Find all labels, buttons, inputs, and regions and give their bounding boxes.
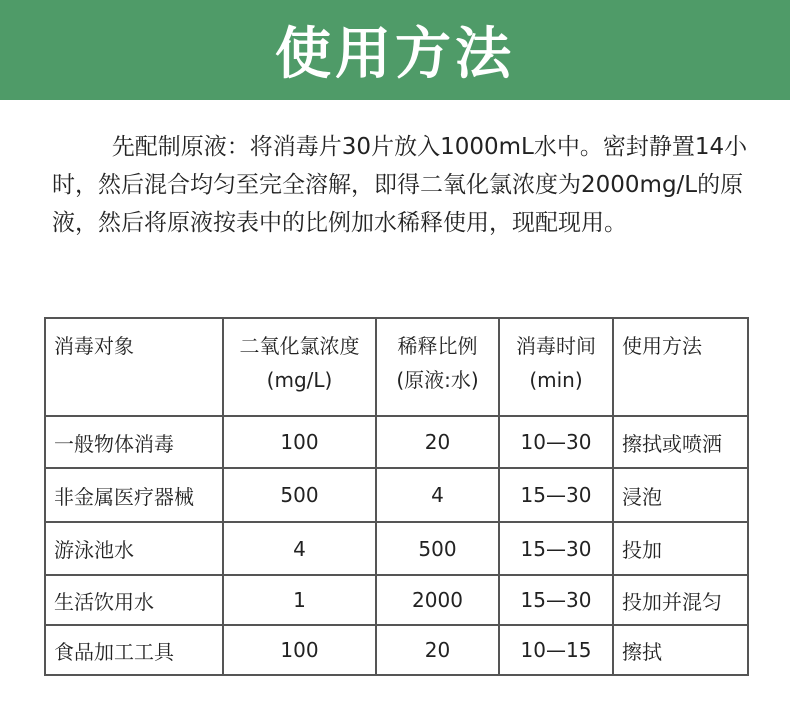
table-cell: 20 [376, 625, 499, 675]
table-cell: 100 [223, 416, 376, 468]
table-cell: 500 [223, 468, 376, 522]
table-cell: 15—30 [499, 522, 613, 575]
intro-paragraph: 先配制原液：将消毒片30片放入1000mL水中。密封静置14小时，然后混合均匀至完全溶解，即得二氧化氯浓度为2000mg/L的原液，然后将原液按表中的比例加水稀释使用，现配现用。 [52, 134, 748, 236]
table-cell: 1 [223, 575, 376, 625]
table-cell: 生活饮用水 [45, 575, 223, 625]
header-cell: 消毒对象 [45, 318, 223, 416]
table-row [45, 625, 748, 675]
header-cell: 使用方法 [613, 318, 748, 416]
table-cell: 游泳池水 [45, 522, 223, 575]
page-title: 使用方法 [275, 22, 515, 87]
table-cell: 4 [376, 468, 499, 522]
table-row [45, 416, 748, 468]
table-cell: 2000 [376, 575, 499, 625]
header-cell: 稀释比例 (原液:水) [376, 318, 499, 416]
table-header-row [45, 318, 748, 416]
table-cell: 非金属医疗器械 [45, 468, 223, 522]
table-cell: 浸泡 [613, 468, 748, 522]
header-banner [0, 0, 790, 100]
table-cell: 15—30 [499, 468, 613, 522]
table-row [45, 575, 748, 625]
table-row [45, 522, 748, 575]
table-cell: 投加并混匀 [613, 575, 748, 625]
table-row [45, 468, 748, 522]
table-cell: 擦拭或喷洒 [613, 416, 748, 468]
table-cell: 20 [376, 416, 499, 468]
table-cell: 4 [223, 522, 376, 575]
table-cell: 10—30 [499, 416, 613, 468]
table-cell: 食品加工工具 [45, 625, 223, 675]
table-cell: 100 [223, 625, 376, 675]
table-cell: 500 [376, 522, 499, 575]
table-cell: 一般物体消毒 [45, 416, 223, 468]
header-cell: 消毒时间 (min) [499, 318, 613, 416]
header-cell: 二氧化氯浓度 (mg/L) [223, 318, 376, 416]
table-cell: 10—15 [499, 625, 613, 675]
table-cell: 15—30 [499, 575, 613, 625]
table-cell: 投加 [613, 522, 748, 575]
table-cell: 擦拭 [613, 625, 748, 675]
disinfection-table [44, 317, 749, 676]
